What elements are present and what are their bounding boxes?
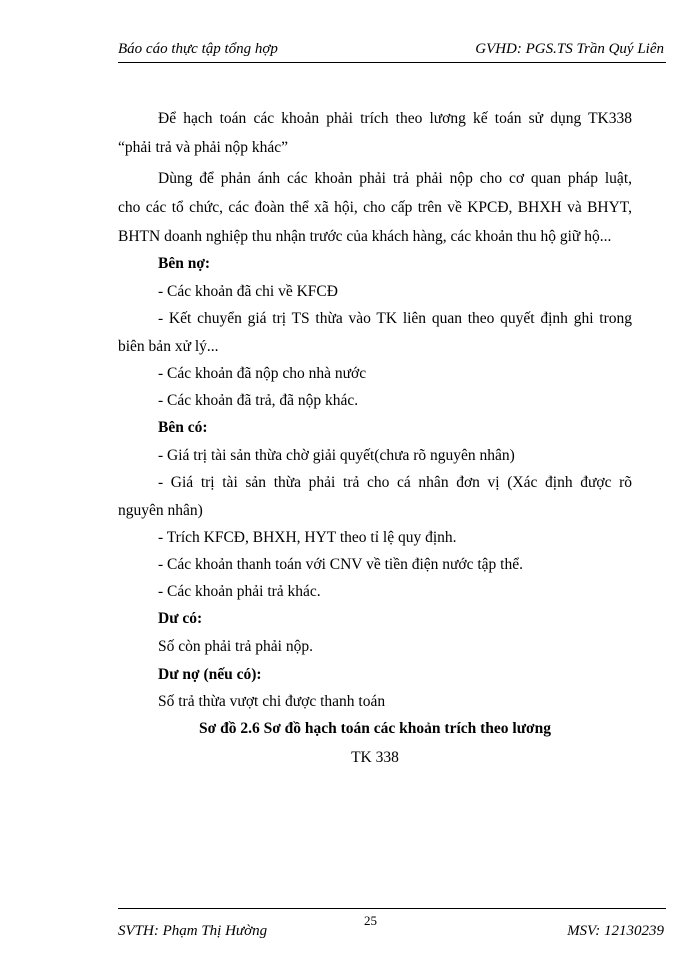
paragraph-line: Dùng để phản ánh các khoản phải trả phải nộp cho cơ quan pháp luật, <box>158 170 632 187</box>
list-item: - Các khoản đã trả, đã nộp khác. <box>158 392 359 409</box>
list-item: - Giá trị tài sản thừa chờ giải quyết(chưa rõ nguyên nhân) <box>158 447 515 464</box>
page-number: 25 <box>364 913 377 928</box>
du-co-heading: Dư có: <box>158 610 203 627</box>
paragraph-line: BHTN doanh nghiệp thu nhận trước của khách hàng, các khoản thu hộ giữ hộ... <box>118 228 612 245</box>
list-item-continuation: nguyên nhân) <box>118 502 203 519</box>
list-item-continuation: biên bản xử lý... <box>118 338 219 355</box>
footer-student-id: MSV: 12130239 <box>567 923 664 939</box>
header-supervisor: GVHD: PGS.TS Trần Quý Liên <box>475 41 664 57</box>
list-item: - Kết chuyển giá trị TS thừa vào TK liên quan theo quyết định ghi trong <box>158 310 632 327</box>
list-item: - Các khoản đã nộp cho nhà nước <box>158 365 367 382</box>
header-report-title: Báo cáo thực tập tổng hợp <box>118 41 278 57</box>
footer-student: SVTH: Phạm Thị Hường <box>118 923 268 939</box>
paragraph-line: cho các tổ chức, các đoàn thể xã hội, cho cấp trên về KPCĐ, BHXH và BHYT, <box>118 199 632 216</box>
figure-caption: Sơ đồ 2.6 Sơ đồ hạch toán các khoản trích theo lương <box>199 720 551 737</box>
paragraph-line: “phải trả và phải nộp khác” <box>118 139 288 156</box>
du-no-text: Số trả thừa vượt chi được thanh toán <box>158 693 386 710</box>
account-label: TK 338 <box>351 749 399 766</box>
ben-co-heading: Bên có: <box>158 419 208 436</box>
du-no-heading: Dư nợ (nếu có): <box>158 666 262 683</box>
list-item: - Trích KFCĐ, BHXH, HYT theo tỉ lệ quy định. <box>158 529 457 546</box>
list-item: - Các khoản phải trả khác. <box>158 583 321 600</box>
du-co-text: Số còn phải trả phải nộp. <box>158 638 313 655</box>
paragraph-line: Để hạch toán các khoản phải trích theo lương kế toán sử dụng TK338 <box>158 110 632 127</box>
list-item: - Các khoản đã chi về KFCĐ <box>158 283 338 300</box>
list-item: - Giá trị tài sản thừa phải trả cho cá nhân đơn vị (Xác định được rõ <box>158 474 632 491</box>
footer-divider <box>118 908 666 909</box>
list-item: - Các khoản thanh toán với CNV về tiền điện nước tập thể. <box>158 556 523 573</box>
ben-no-heading: Bên nợ: <box>158 255 211 272</box>
page-header <box>118 40 666 63</box>
